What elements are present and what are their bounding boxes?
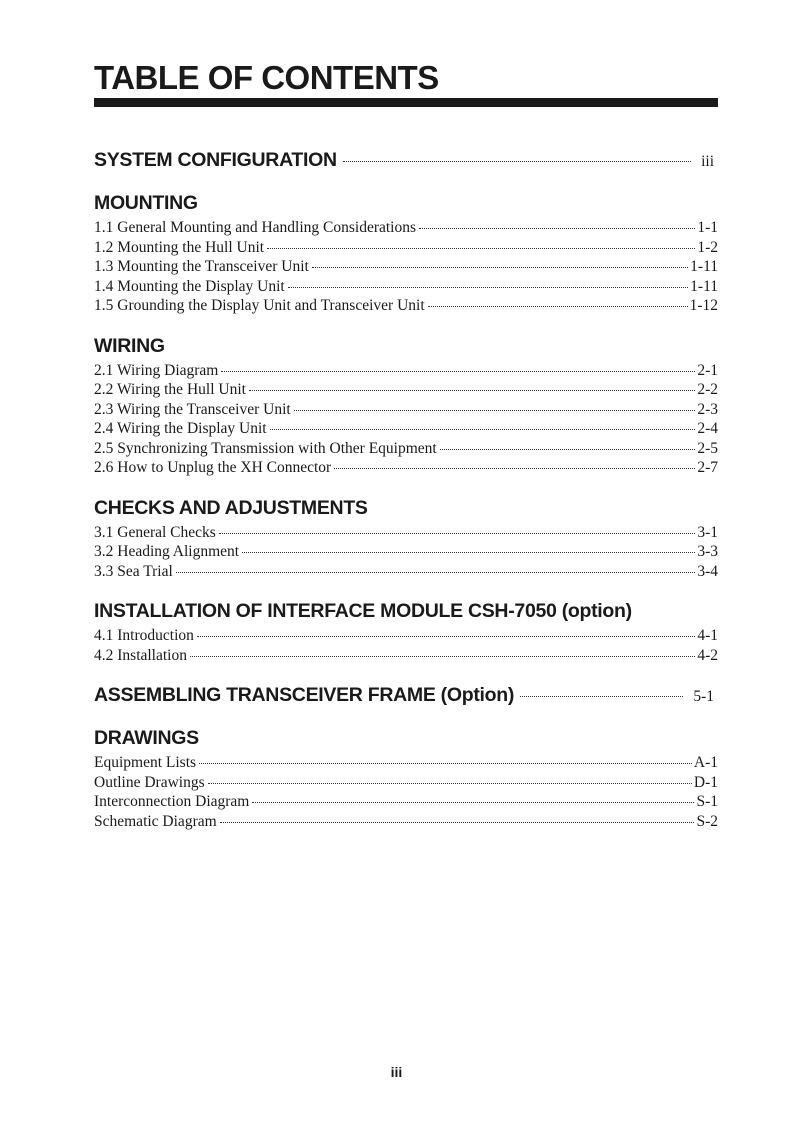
dot-leader	[288, 287, 688, 288]
toc-entry[interactable]	[94, 523, 718, 543]
toc-entry-title: 4.1 Introduction	[94, 627, 194, 644]
toc-entry-title: 1.2 Mounting the Hull Unit	[94, 238, 265, 256]
toc-section-heading: ASSEMBLING TRANSCEIVER FRAME (Option)	[94, 684, 515, 706]
dot-leader	[267, 248, 695, 249]
dot-leader	[334, 468, 695, 469]
toc-entry-title: Schematic Diagram	[94, 812, 217, 830]
dot-leader	[176, 572, 696, 573]
toc-entry-title: Interconnection Diagram	[94, 793, 250, 810]
toc-entry[interactable]	[94, 277, 718, 297]
toc-entry[interactable]	[94, 812, 718, 832]
toc-entry-title: 2.2 Wiring the Hull Unit	[94, 381, 246, 398]
toc-section-heading: CHECKS AND ADJUSTMENTS	[94, 496, 368, 519]
dot-leader	[252, 802, 694, 803]
footer-page-number: iii	[390, 1064, 403, 1080]
toc-page-number: S-1	[696, 793, 718, 810]
toc-page-number: 3-4	[697, 562, 718, 580]
toc-entry-title: 2.5 Synchronizing Transmission with Other Equipment	[94, 439, 437, 457]
toc-entry[interactable]	[94, 296, 718, 316]
toc-entry[interactable]	[94, 626, 718, 646]
toc-entry-title: 3.3 Sea Trial	[94, 562, 173, 580]
toc-page-number: 1-1	[697, 219, 718, 236]
dot-leader	[440, 449, 696, 450]
toc-page-number: 1-11	[690, 258, 718, 275]
toc-entry-title: 1.5 Grounding the Display Unit and Transceiver Unit	[94, 297, 425, 314]
toc-entry-title: 1.3 Mounting the Transceiver Unit	[94, 258, 309, 275]
dot-leader	[294, 410, 696, 411]
toc-section	[94, 147, 718, 173]
toc-page-number: 4-2	[697, 646, 718, 664]
toc-entry[interactable]	[94, 773, 718, 793]
toc-page-number: 2-2	[697, 381, 718, 398]
toc-page-number: 2-5	[697, 439, 718, 457]
toc-page-number: 3-1	[697, 523, 718, 541]
toc-section-heading-line[interactable]	[94, 495, 718, 521]
dot-leader	[208, 783, 692, 784]
toc-page-number: iii	[701, 153, 714, 170]
toc-page-number: 3-3	[697, 543, 718, 560]
toc-entry[interactable]	[94, 792, 718, 812]
toc-section-heading: SYSTEM CONFIGURATION	[94, 149, 337, 171]
dot-leader	[312, 267, 688, 268]
dot-leader	[270, 429, 696, 430]
toc-page-number: 1-12	[689, 297, 718, 314]
toc-entry-title: 1.1 General Mounting and Handling Considerations	[94, 219, 417, 236]
dot-leader	[220, 822, 695, 823]
toc-section	[94, 598, 718, 665]
toc-entry-title: Equipment Lists	[94, 754, 197, 771]
toc-section-heading-line[interactable]	[94, 190, 718, 216]
toc-section	[94, 190, 718, 316]
toc-section-heading: MOUNTING	[94, 192, 198, 214]
toc-section-heading-line[interactable]	[94, 598, 718, 624]
toc-entry[interactable]	[94, 238, 718, 258]
toc-section-heading-line[interactable]	[94, 333, 718, 359]
toc-entry[interactable]	[94, 562, 718, 582]
dot-leader	[343, 161, 691, 162]
dot-leader	[219, 533, 696, 534]
dot-leader	[242, 552, 695, 553]
toc-page-number: D-1	[693, 773, 718, 791]
toc-page-number: 1-11	[690, 277, 718, 295]
toc-page-number: 5-1	[693, 688, 714, 705]
toc-section-heading: DRAWINGS	[94, 727, 199, 749]
toc-section	[94, 725, 718, 831]
title-rule	[94, 98, 718, 107]
toc-section	[94, 333, 718, 478]
toc-section-heading: INSTALLATION OF INTERFACE MODULE CSH-7050 (option)	[94, 600, 632, 622]
toc-page-number: 1-2	[697, 238, 718, 256]
dot-leader	[199, 763, 692, 764]
toc-section	[94, 682, 718, 708]
dot-leader	[428, 306, 688, 307]
toc-entry-title: 4.2 Installation	[94, 646, 187, 664]
toc-page-number: S-2	[696, 812, 718, 830]
toc-entry-title: 2.3 Wiring the Transceiver Unit	[94, 400, 291, 418]
toc-entry[interactable]	[94, 458, 718, 478]
toc-entry-title: Outline Drawings	[94, 773, 205, 791]
toc-entry[interactable]	[94, 439, 718, 459]
page-title: TABLE OF CONTENTS	[94, 59, 439, 96]
toc-page-number: 4-1	[697, 627, 718, 644]
toc-page-number: A-1	[693, 754, 718, 771]
toc-section	[94, 495, 718, 582]
toc-page-number: 2-1	[697, 361, 718, 379]
toc-entry[interactable]	[94, 542, 718, 562]
toc-entry-title: 2.4 Wiring the Display Unit	[94, 420, 267, 437]
dot-leader	[419, 228, 695, 229]
toc-entry-title: 3.1 General Checks	[94, 523, 216, 541]
dot-leader	[249, 390, 695, 391]
toc-entry[interactable]	[94, 218, 718, 238]
toc-entry[interactable]	[94, 400, 718, 420]
toc-entry[interactable]	[94, 753, 718, 773]
toc-section-heading-line[interactable]	[94, 682, 718, 708]
dot-leader	[520, 696, 683, 697]
toc-entry[interactable]	[94, 419, 718, 439]
dot-leader	[197, 636, 695, 637]
toc-entry-title: 3.2 Heading Alignment	[94, 543, 240, 560]
toc-entry-title: 1.4 Mounting the Display Unit	[94, 277, 285, 295]
toc-section-heading-line[interactable]	[94, 725, 718, 751]
toc-entry[interactable]	[94, 257, 718, 277]
toc-page-number: 2-7	[697, 459, 718, 476]
table-of-contents	[94, 147, 718, 848]
toc-entry[interactable]	[94, 646, 718, 666]
toc-entry[interactable]	[94, 380, 718, 400]
toc-page-number: 2-4	[697, 420, 718, 437]
toc-entry-title: 2.1 Wiring Diagram	[94, 361, 219, 379]
toc-entry[interactable]	[94, 361, 718, 381]
toc-section-heading: WIRING	[94, 334, 165, 357]
toc-page-number: 2-3	[697, 400, 718, 418]
dot-leader	[190, 656, 695, 657]
toc-section-heading-line[interactable]	[94, 147, 718, 173]
toc-entry-title: 2.6 How to Unplug the XH Connector	[94, 459, 332, 476]
dot-leader	[221, 371, 695, 372]
